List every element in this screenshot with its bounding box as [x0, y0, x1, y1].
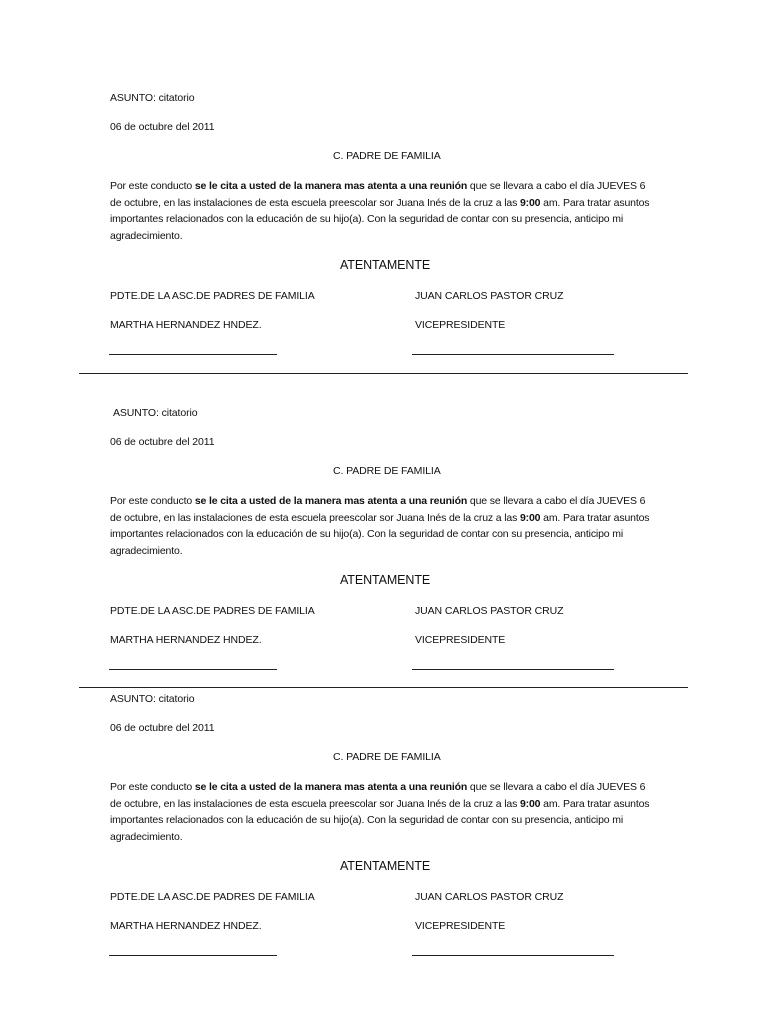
cut-line-divider — [79, 373, 688, 374]
asunto-line: ASUNTO: citatorio — [110, 92, 195, 104]
signer-name-right: JUAN CARLOS PASTOR CRUZ — [415, 605, 564, 617]
signer-title-right: VICEPRESIDENTE — [415, 319, 506, 331]
signer-name-left: MARTHA HERNANDEZ HNDEZ. — [110, 634, 262, 646]
signer-title-left: PDTE.DE LA ASC.DE PADRES DE FAMILIA — [110, 891, 315, 903]
citatorio-2 — [0, 407, 768, 707]
closing-heading: ATENTAMENTE — [340, 573, 431, 587]
date-line: 06 de octubre del 2011 — [110, 722, 215, 734]
signer-name-right: JUAN CARLOS PASTOR CRUZ — [415, 891, 564, 903]
signer-name-right: JUAN CARLOS PASTOR CRUZ — [415, 290, 564, 302]
signer-title-left: PDTE.DE LA ASC.DE PADRES DE FAMILIA — [110, 290, 315, 302]
date-line: 06 de octubre del 2011 — [110, 436, 215, 448]
salutation: C. PADRE DE FAMILIA — [333, 465, 441, 477]
date-line: 06 de octubre del 2011 — [110, 121, 215, 133]
closing-heading: ATENTAMENTE — [340, 258, 431, 272]
asunto-line: ASUNTO: citatorio — [110, 693, 195, 705]
signer-name-left: MARTHA HERNANDEZ HNDEZ. — [110, 920, 262, 932]
signer-name-left: MARTHA HERNANDEZ HNDEZ. — [110, 319, 262, 331]
citatorio-1 — [0, 92, 768, 392]
closing-heading: ATENTAMENTE — [340, 859, 431, 873]
salutation: C. PADRE DE FAMILIA — [333, 751, 441, 763]
signature-line-left — [109, 955, 277, 956]
body-paragraph: Por este conducto se le cita a usted de la manera mas atenta a una reunión que se llevara a cabo el día JUEVES 6 de octubre, en las instalaciones de esta escuela preescolar sor Juana Inés de la cruz a las 9:00 am. Para tratar asuntos importantes relacionados con la educación de su hijo(a). Con la seguridad de contar con su presencia, anticipo mi agradecimiento. — [110, 180, 650, 242]
signature-line-left — [109, 669, 277, 670]
cut-line-divider — [79, 687, 688, 688]
body-paragraph: Por este conducto se le cita a usted de la manera mas atenta a una reunión que se llevara a cabo el día JUEVES 6 de octubre, en las instalaciones de esta escuela preescolar sor Juana Inés de la cruz a las 9:00 am. Para tratar asuntos importantes relacionados con la educación de su hijo(a). Con la seguridad de contar con su presencia, anticipo mi agradecimiento. — [110, 781, 650, 843]
signature-line-right — [412, 354, 614, 355]
signer-title-right: VICEPRESIDENTE — [415, 920, 506, 932]
signature-line-right — [412, 955, 614, 956]
salutation: C. PADRE DE FAMILIA — [333, 150, 441, 162]
signer-title-right: VICEPRESIDENTE — [415, 634, 506, 646]
body-paragraph: Por este conducto se le cita a usted de la manera mas atenta a una reunión que se llevara a cabo el día JUEVES 6 de octubre, en las instalaciones de esta escuela preescolar sor Juana Inés de la cruz a las 9:00 am. Para tratar asuntos importantes relacionados con la educación de su hijo(a). Con la seguridad de contar con su presencia, anticipo mi agradecimiento. — [110, 495, 650, 557]
signature-line-right — [412, 669, 614, 670]
signer-title-left: PDTE.DE LA ASC.DE PADRES DE FAMILIA — [110, 605, 315, 617]
signature-line-left — [109, 354, 277, 355]
citatorio-3 — [0, 693, 768, 993]
asunto-line: ASUNTO: citatorio — [113, 407, 198, 419]
